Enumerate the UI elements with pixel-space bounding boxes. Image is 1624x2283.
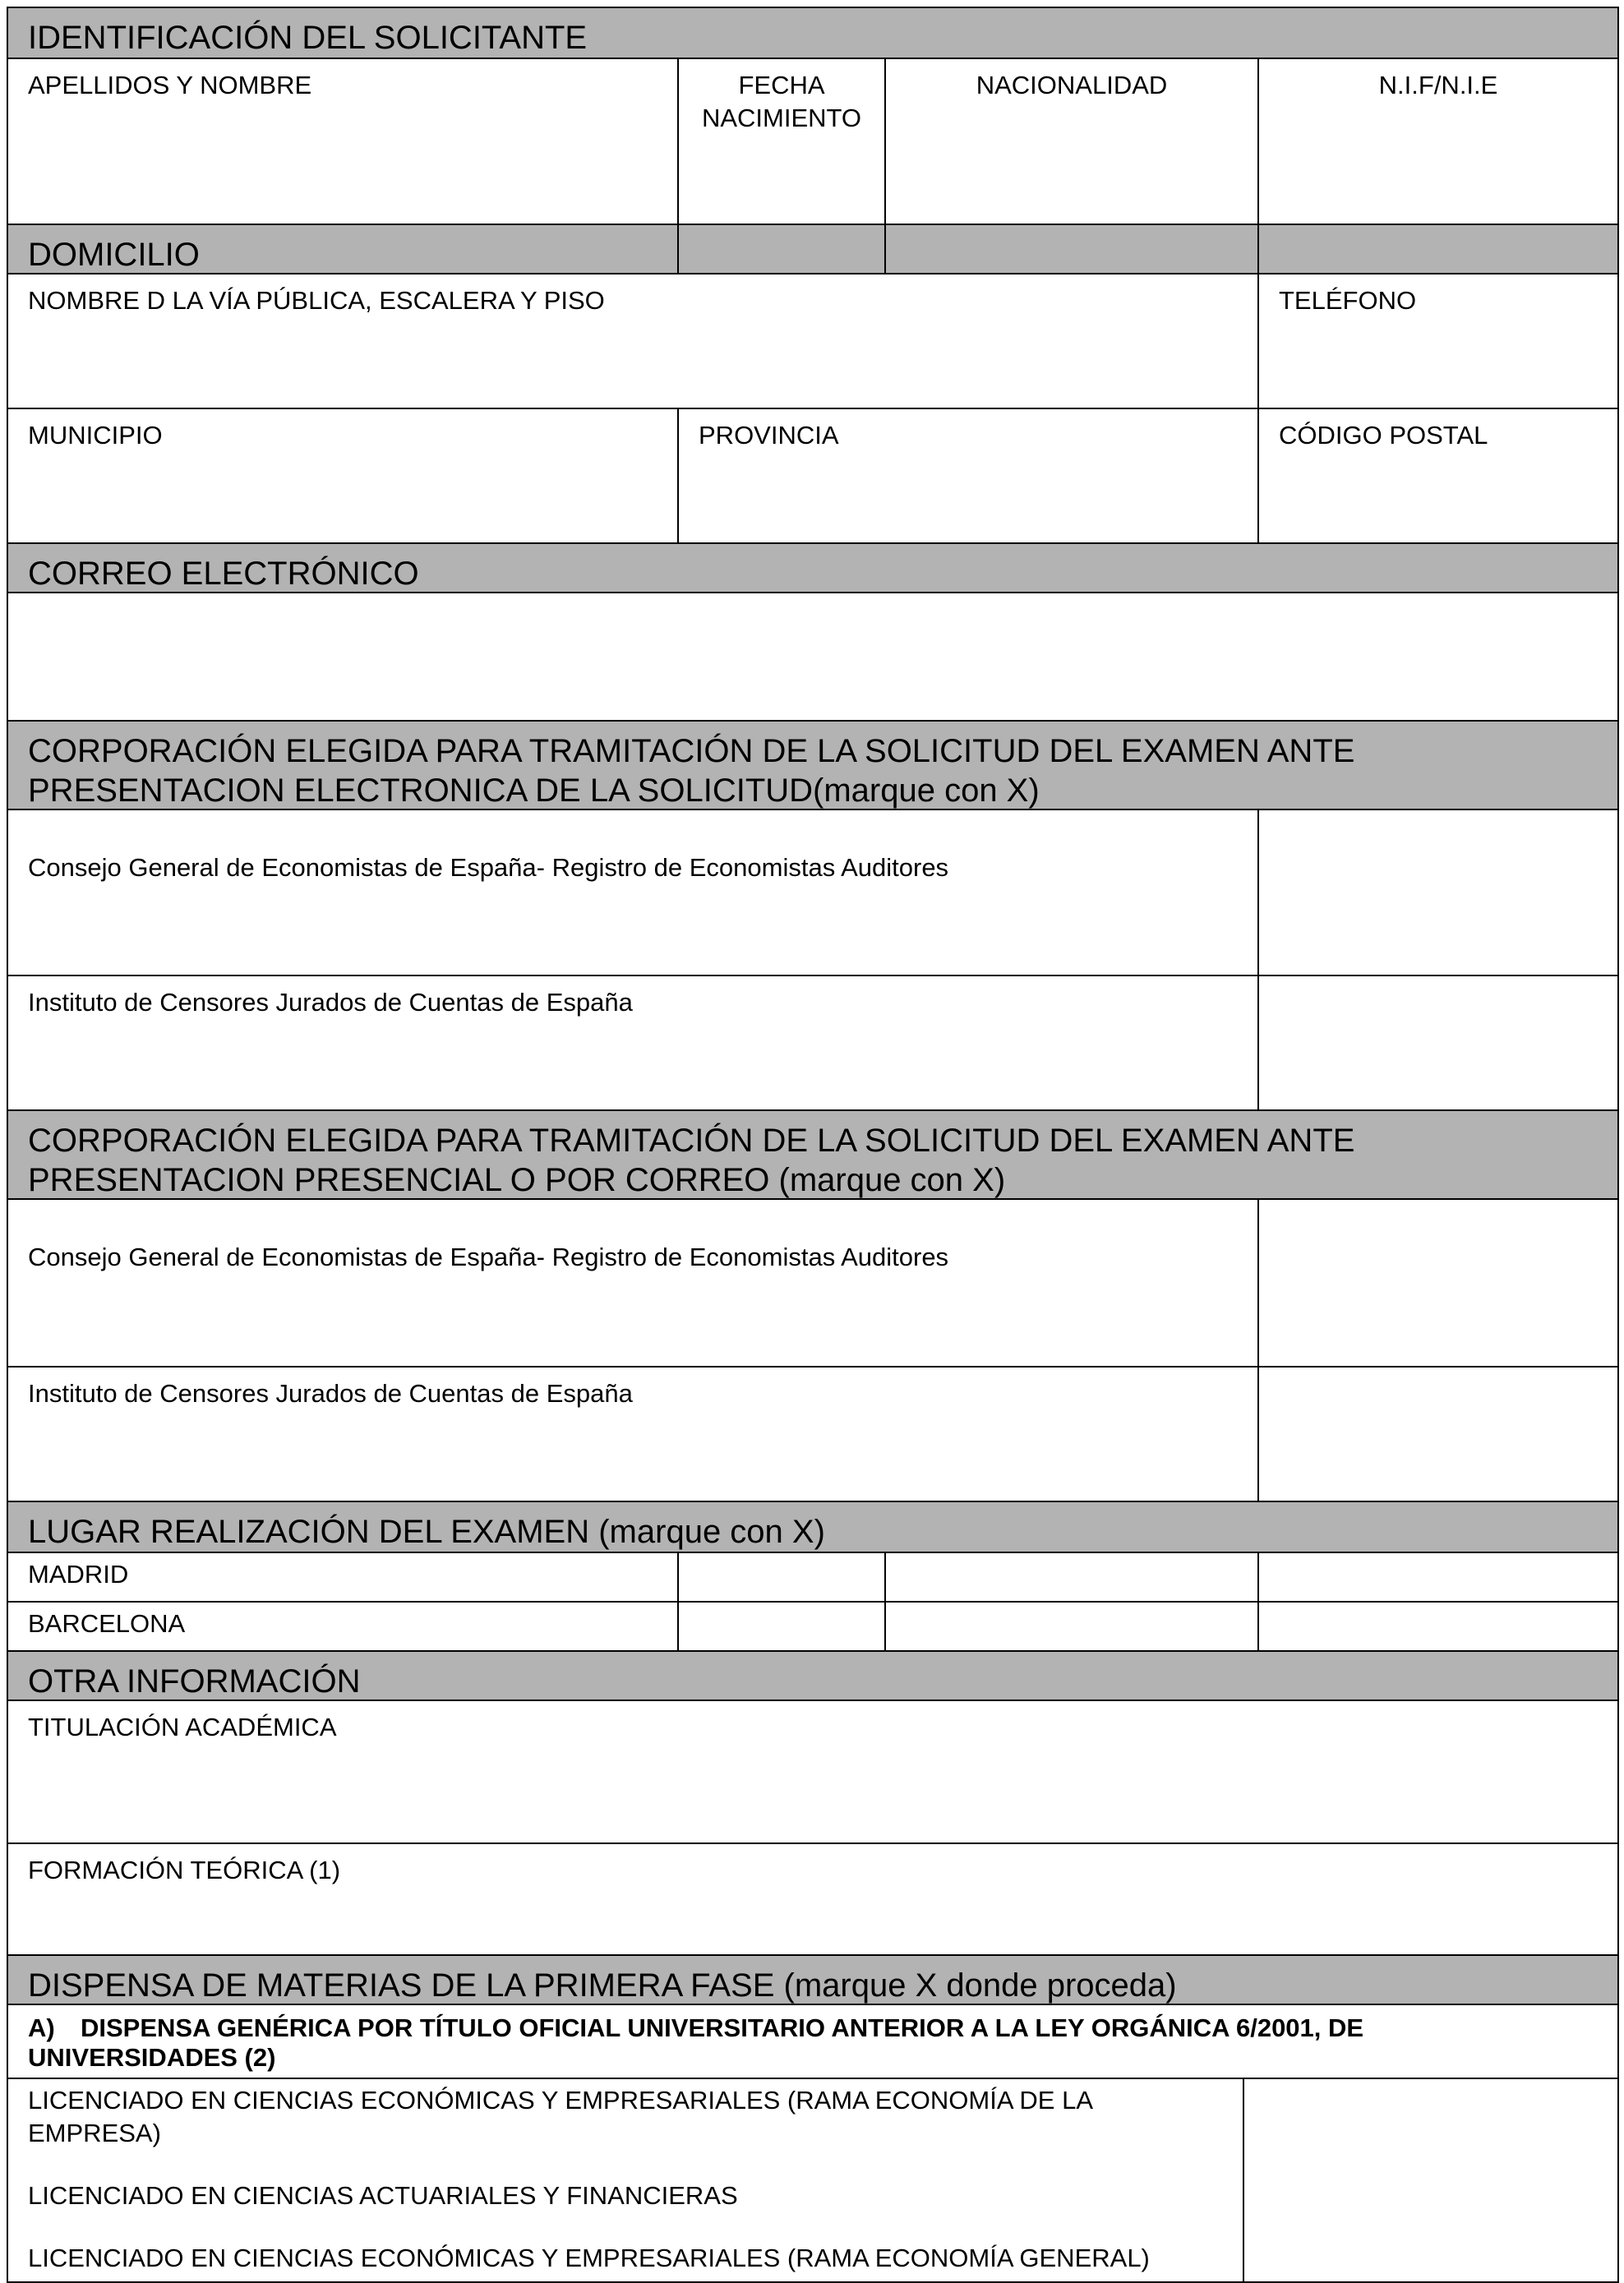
- empty-cell: [884, 1552, 1259, 1603]
- header-spacer-cell: [1257, 224, 1619, 274]
- field-nacionalidad[interactable]: [884, 58, 1259, 225]
- option-label-madrid: [7, 1552, 679, 1603]
- option-text: Instituto de Censores Jurados de Cuentas de España: [28, 988, 633, 1017]
- field-label: APELLIDOS Y NOMBRE: [28, 71, 312, 99]
- option-label-barcelona: [7, 1601, 679, 1652]
- subsection-marker: A): [28, 2013, 55, 2042]
- licenciatura-item-cont: EMPRESA): [28, 2119, 161, 2147]
- subsection-dispensa-generica: [7, 2004, 1619, 2079]
- option-text: Instituto de Censores Jurados de Cuentas de España: [28, 1379, 633, 1408]
- field-telefono[interactable]: [1257, 273, 1619, 409]
- section-title: DOMICILIO: [28, 237, 200, 273]
- application-form: [7, 7, 1619, 2276]
- field-label: TITULACIÓN ACADÉMICA: [28, 1713, 337, 1741]
- field-provincia[interactable]: [677, 408, 1259, 544]
- section-title: DISPENSA DE MATERIAS DE LA PRIMERA FASE (marque X donde proceda): [28, 1967, 1177, 2004]
- section-header-corporacion-electronica: [7, 720, 1619, 810]
- checkbox-barcelona[interactable]: [677, 1601, 886, 1652]
- field-label: TELÉFONO: [1279, 286, 1417, 315]
- empty-cell: [1257, 1601, 1619, 1652]
- subsection-text: DISPENSA GENÉRICA POR TÍTULO OFICIAL UNIVERSITARIO ANTERIOR A LA LEY ORGÁNICA 6/2001, DE: [81, 2013, 1364, 2042]
- checkbox-presencial-consejo[interactable]: [1257, 1198, 1619, 1367]
- section-title: OTRA INFORMACIÓN: [28, 1663, 361, 1700]
- section-title-line: CORPORACIÓN ELEGIDA PARA TRAMITACIÓN DE LA SOLICITUD DEL EXAMEN ANTE: [28, 1123, 1355, 1159]
- checkbox-electronica-consejo[interactable]: [1257, 809, 1619, 976]
- section-header-otra-informacion: [7, 1650, 1619, 1701]
- field-label: CÓDIGO POSTAL: [1279, 421, 1488, 450]
- field-label: PROVINCIA: [699, 421, 839, 450]
- licenciatura-item: LICENCIADO EN CIENCIAS ECONÓMICAS Y EMPRESARIALES (RAMA ECONOMÍA GENERAL): [28, 2244, 1150, 2272]
- option-label-consejo-economistas: [7, 809, 1259, 976]
- field-label: NOMBRE D LA VÍA PÚBLICA, ESCALERA Y PISO: [28, 286, 605, 315]
- licenciatura-item: LICENCIADO EN CIENCIAS ECONÓMICAS Y EMPRESARIALES (RAMA ECONOMÍA DE LA: [28, 2086, 1093, 2115]
- section-title-line: PRESENTACION PRESENCIAL O POR CORREO (marque con X): [28, 1162, 1006, 1198]
- licenciatura-item: LICENCIADO EN CIENCIAS ACTUARIALES Y FINANCIERAS: [28, 2181, 738, 2210]
- section-title-line: CORPORACIÓN ELEGIDA PARA TRAMITACIÓN DE LA SOLICITUD DEL EXAMEN ANTE: [28, 733, 1355, 769]
- option-label-instituto-censores: [7, 975, 1259, 1111]
- checkbox-madrid[interactable]: [677, 1552, 886, 1603]
- header-spacer-cell: [677, 224, 886, 274]
- field-fecha-nacimiento[interactable]: [677, 58, 886, 225]
- option-label-instituto-censores: [7, 1366, 1259, 1502]
- licenciaturas-list: [7, 2078, 1244, 2283]
- section-header-dispensa: [7, 1954, 1619, 2005]
- subsection-title-line1: [28, 2013, 1604, 2043]
- field-correo-electronico[interactable]: [7, 592, 1619, 722]
- subsection-title-line2: UNIVERSIDADES (2): [28, 2043, 276, 2072]
- empty-cell: [884, 1601, 1259, 1652]
- section-title: LUGAR REALIZACIÓN DEL EXAMEN (marque con X): [28, 1514, 825, 1550]
- field-nif-nie[interactable]: [1257, 58, 1619, 225]
- section-title-line: PRESENTACION ELECTRONICA DE LA SOLICITUD(marque con X): [28, 773, 1040, 809]
- field-label-line: FECHA: [738, 71, 825, 99]
- option-text: Consejo General de Economistas de España- Registro de Economistas Auditores: [28, 853, 949, 882]
- section-header-correo: [7, 542, 1619, 593]
- header-spacer-cell: [884, 224, 1259, 274]
- checkbox-dispensa-generica[interactable]: [1243, 2078, 1619, 2283]
- section-header-lugar: [7, 1501, 1619, 1553]
- option-label-consejo-economistas: [7, 1198, 1259, 1367]
- section-header-identificacion: [7, 7, 1619, 59]
- checkbox-electronica-instituto[interactable]: [1257, 975, 1619, 1111]
- field-titulacion-academica[interactable]: [7, 1700, 1619, 1844]
- field-label: N.I.F/N.I.E: [1378, 71, 1498, 99]
- field-formacion-teorica[interactable]: [7, 1843, 1619, 1956]
- section-title: CORREO ELECTRÓNICO: [28, 556, 419, 592]
- field-label: FORMACIÓN TEÓRICA (1): [28, 1856, 341, 1884]
- section-header-domicilio: [7, 224, 679, 274]
- checkbox-presencial-instituto[interactable]: [1257, 1366, 1619, 1502]
- field-label: MUNICIPIO: [28, 421, 163, 450]
- field-label-line: NACIMIENTO: [701, 104, 862, 132]
- section-title: IDENTIFICACIÓN DEL SOLICITANTE: [28, 20, 588, 56]
- option-text: BARCELONA: [28, 1609, 186, 1638]
- option-text: MADRID: [28, 1560, 129, 1589]
- option-text: Consejo General de Economistas de España- Registro de Economistas Auditores: [28, 1243, 949, 1271]
- field-label: NACIONALIDAD: [976, 71, 1168, 99]
- field-municipio[interactable]: [7, 408, 679, 544]
- field-codigo-postal[interactable]: [1257, 408, 1619, 544]
- section-header-corporacion-presencial: [7, 1109, 1619, 1200]
- field-apellidos-nombre[interactable]: [7, 58, 679, 225]
- empty-cell: [1257, 1552, 1619, 1603]
- field-via-publica[interactable]: [7, 273, 1259, 409]
